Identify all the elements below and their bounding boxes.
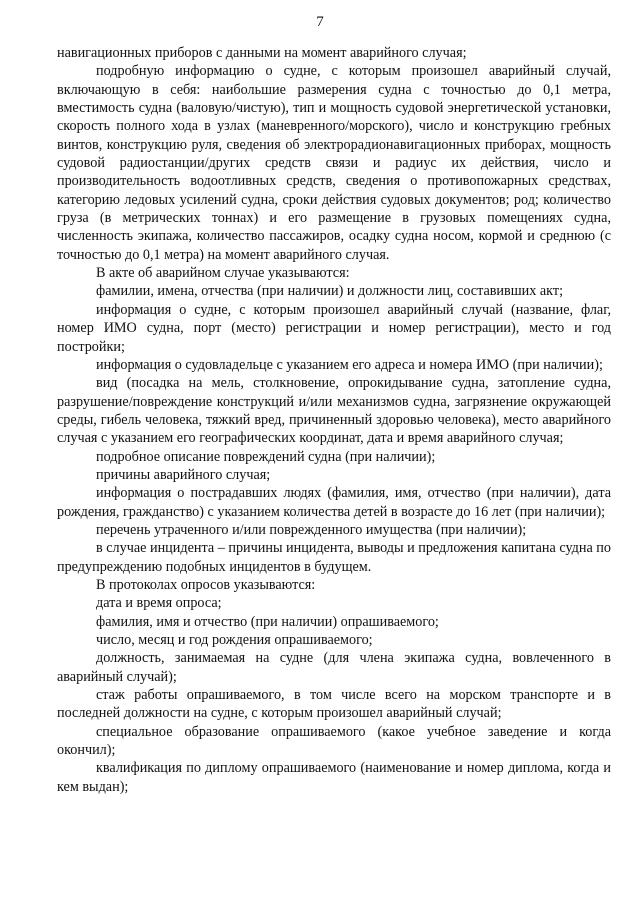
section-heading: В протоколах опросов указываются: xyxy=(96,576,316,593)
list-item: в случае инцидента – причины инцидента, выводы и предложения капитана судна по предупреждению подобных инцидентов в будущем. xyxy=(57,540,611,575)
paragraph: навигационных приборов с данными на момент аварийного случая; xyxy=(57,45,467,61)
list-item: фамилии, имена, отчества (при наличии) и должности лиц, составивших акт; xyxy=(96,283,564,300)
section-heading: В акте об аварийном случае указываются: xyxy=(96,265,350,282)
list-item: стаж работы опрашиваемого, в том числе всего на морском транспорте и в последней должности на судне, с которым произошел аварийный случай; xyxy=(57,687,611,722)
list-item: информация о пострадавших людях (фамилия, имя, отчество (при наличии), дата рождения, гражданство) с указанием количества детей в возрасте до 16 лет (при наличии); xyxy=(57,485,611,520)
list-item: фамилия, имя и отчество (при наличии) опрашиваемого; xyxy=(96,613,439,630)
list-item: квалификация по диплому опрашиваемого (наименование и номер диплома, когда и кем выдан); xyxy=(57,760,611,795)
document-body xyxy=(57,44,611,796)
list-item: информация о судовладельце с указанием его адреса и номера ИМО (при наличии); xyxy=(96,356,603,373)
list-item: вид (посадка на мель, столкновение, опрокидывание судна, затопление судна, разрушение/повреждение конструкций и/или механизмов судна, загрязнение окружающей среды, гибель человека, тяжкий вред, причиненный здоровью человека), место аварийного случая с указанием его географических координат, дата и время аварийного случая; xyxy=(57,375,611,447)
list-item: должность, занимаемая на судне (для члена экипажа судна, вовлеченного в аварийный случай); xyxy=(57,650,611,685)
list-item: число, месяц и год рождения опрашиваемого; xyxy=(96,632,373,648)
page-number: 7 xyxy=(316,14,324,30)
list-item: подробное описание повреждений судна (при наличии); xyxy=(96,448,436,465)
list-item: дата и время опроса; xyxy=(96,595,222,612)
list-item: информация о судне, с которым произошел аварийный случай (название, флаг, номер ИМО судна, порт (место) регистрации и номер регистрации), место и год постройки; xyxy=(57,301,611,355)
list-item: причины аварийного случая; xyxy=(96,466,271,483)
list-item: перечень утраченного и/или поврежденного имущества (при наличии); xyxy=(96,521,527,538)
list-item: специальное образование опрашиваемого (какое учебное заведение и когда окончил); xyxy=(57,723,611,759)
paragraph: подробную информацию о судне, с которым произошел аварийный случай, включающую в себя: наибольшие размерения судна с точностью до 0,1 метра, вместимость судна (валовую/чистую), тип и мощность судовой энергетической установки, скорость полного хода в узлах (маневренного/морского), число и конструкцию гребных винтов, конструкцию руля, сведения об электрорадионавигационных приборах, мощность судовой радиостанции/других средств связи и радиус их действия, число и производительность водоотливных средств, сведения о противопожарных средствах, категорию ледовых усилений судна, сроки действия судовых документов; род; количество груза (в метрических тоннах) и его размещение в грузовых помещениях судна, численность экипажа, количество пассажиров, осадку судна носом, кормой и среднюю (с точностью до 0,1 метра) на момент аварийного случая. xyxy=(57,63,611,263)
